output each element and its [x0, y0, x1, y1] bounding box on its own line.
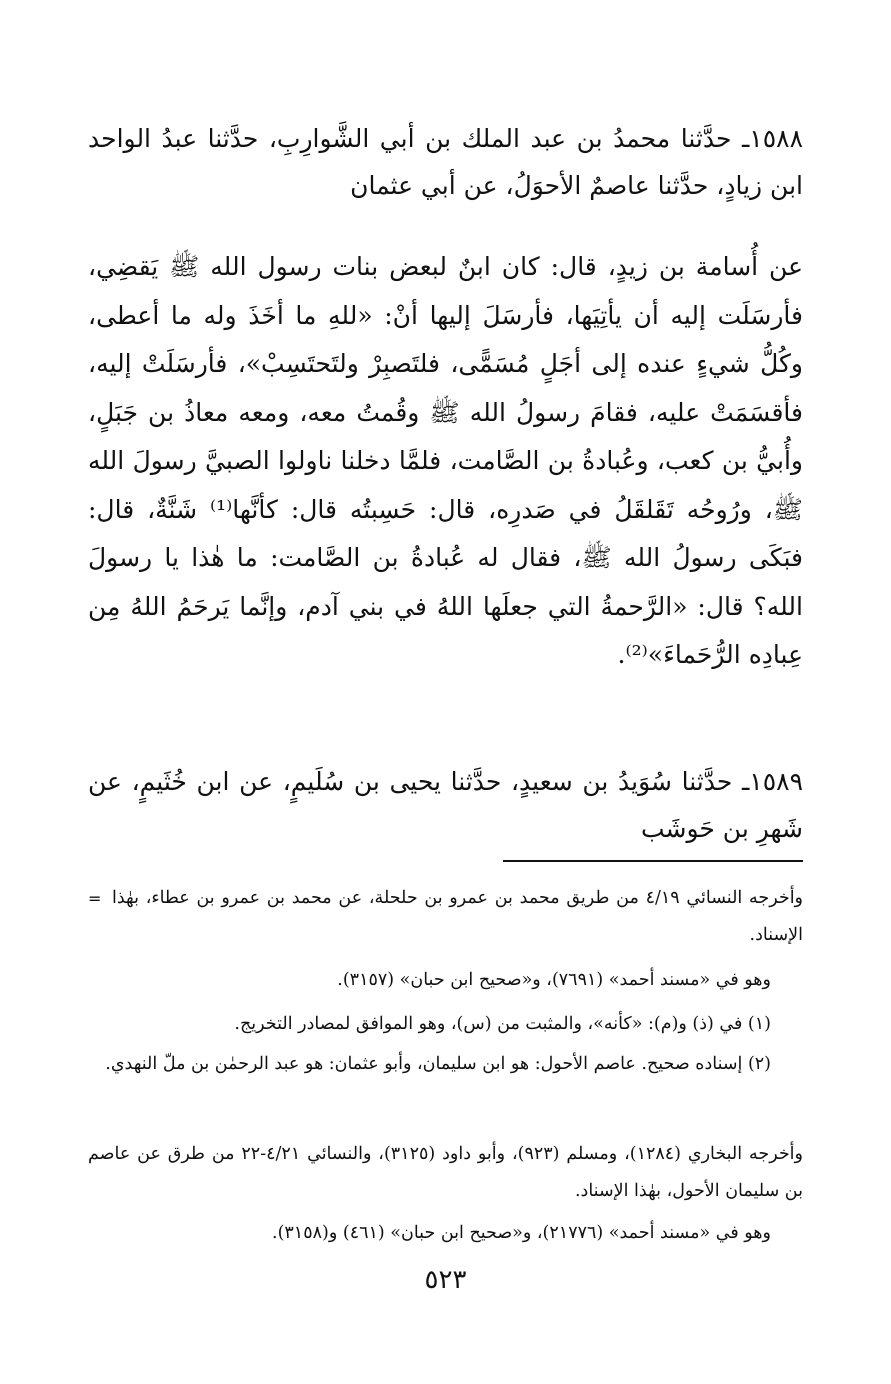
footnote-separator	[503, 860, 803, 862]
page-number: ٥٢٣	[424, 1265, 467, 1295]
hadith-1588-matn: عن أُسامة بن زيدٍ، قال: كان ابنٌ لبعض بنات رسول الله ﷺ يَقضِي، فأرسَلَت إليه أن يأتِيَها، فأرسَلَ إليها أنْ: «للهِ ما أخَذَ وله ما أعطى، وكُلُّ شيءٍ عنده إلى أجَلٍ مُسَمًّى، فلتَصبِرْ ولتَحتَسِبْ»، فأرسَلَتْ إليه، فأقسَمَتْ عليه، فقامَ رسولُ الله ﷺ وقُمتُ معه، ومعه معاذُ بن جَبَلٍ، وأُبيُّ بن كعب، وعُبادةُ بن الصَّامت، فلمَّا دخلنا ناولوا الصبيَّ رسولَ الله ﷺ، ورُوحُه تَقَلقَلُ في صَدرِه، قال: حَسِبتُه قال: كأنَّها⁽¹⁾ شَنَّةٌ، قال: فبَكَى رسولُ الله ﷺ، فقال له عُبادةُ بن الصَّامت: ما هٰذا يا رسولَ الله؟ قال: «الرَّحمةُ التي جعلَها اللهُ في بني آدم، وإنَّما يَرحَمُ اللهُ مِن عِبادِه الرُّحَماءَ»⁽²⁾.	[88, 252, 804, 669]
continuation-mark: =	[88, 889, 102, 908]
footnote-1: (١) في (ذ) و(م): «كأنه»، والمثبت من (س)، وهو الموافق لمصادر التخريج.	[234, 1014, 771, 1034]
footnote-2-reference: وهو في «مسند أحمد» (٢١٧٧٦)، و«صحيح ابن حبان» (٤٦١) و(٣١٥٨).	[272, 1223, 771, 1243]
footnote-continuation-reference: وهو في «مسند أحمد» (٧٦٩١)، و«صحيح ابن حبان» (٣١٥٧).	[337, 970, 771, 990]
footnote-continuation	[88, 880, 803, 954]
footnote-2: (٢) إسناده صحيح. عاصم الأحول: هو ابن سليمان، وأبو عثمان: هو عبد الرحمٰن بن ملّ النهدي.	[105, 1054, 771, 1074]
footnote-2-takhrij: وأخرجه البخاري (١٢٨٤)، ومسلم (٩٢٣)، وأبو داود (٣١٢٥)، والنسائي ٤/٢١-٢٢ من طرق عن عاصم بن سليمان الأحول، بهٰذا الإسناد.	[88, 1144, 803, 1201]
hadith-1588-isnad: ١٥٨٨ـ حدَّثنا محمدُ بن عبد الملك بن أبي الشَّوارِبِ، حدَّثنا عبدُ الواحد ابن زيادٍ، حدَّثنا عاصمٌ الأحوَلُ، عن أبي عثمان	[88, 124, 803, 200]
footnote-continuation-text: وأخرجه النسائي ٤/١٩ من طريق محمد بن عمرو بن حلحلة، عن محمد بن عمرو بن عطاء، بهٰذا الإسناد.	[112, 888, 804, 945]
hadith-1589-isnad: ١٥٨٩ـ حدَّثنا سُوَيدُ بن سعيدٍ، حدَّثنا يحيى بن سُلَيمٍ، عن ابن خُثَيمٍ، عن شَهرِ بن حَوشَب	[88, 767, 803, 843]
